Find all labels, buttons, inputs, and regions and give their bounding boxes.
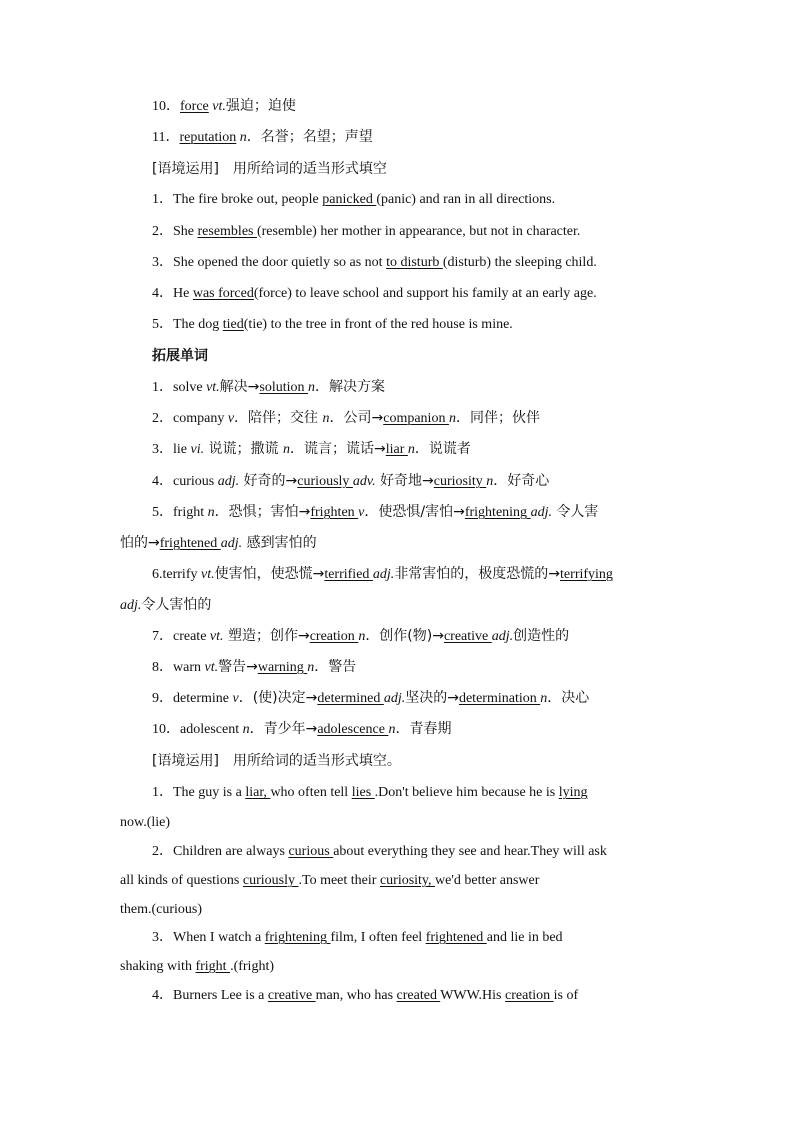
answer-blank: reputation [179,130,237,145]
answer-blank: curiously [297,474,353,489]
text-line [152,471,549,492]
text-segment: man, who has [315,988,397,1003]
text-line [152,96,296,117]
text-segment: vt. [206,380,220,395]
text-segment: ．创作(物)→ [365,628,444,644]
text-segment: 10． [152,99,180,114]
text-line [152,159,387,180]
text-segment: 3．She opened the door quietly so as not [152,255,387,270]
text-segment: 4．Burners Lee is a [152,988,268,1003]
text-segment: adj. [383,691,406,706]
text-segment: ．青少年→ [249,721,318,737]
answer-blank: adolescence [317,722,389,737]
answer-blank: curious [288,844,334,859]
text-segment: adj. [220,536,243,551]
text-segment: them.(curious) [120,902,203,917]
text-segment: .To meet their [298,873,380,888]
text-segment: n [540,691,548,706]
text-segment: 塑造；创作→ [223,628,310,644]
text-line [152,439,471,460]
text-segment: 5．fright [152,505,208,520]
text-segment: adj. [491,629,514,644]
answer-blank: lies [351,785,375,800]
text-segment: (resemble) her mother in appearance, but not in character. [256,224,581,239]
text-line [152,408,540,429]
text-segment: v [358,505,365,520]
text-segment: about everything they see and hear.They will ask [333,844,607,859]
text-line [152,346,208,367]
text-segment: n [242,722,250,737]
text-segment: adj. [372,567,395,582]
text-segment: WWW.His [440,988,506,1003]
answer-blank: fright [195,959,231,974]
text-segment: vt. [208,99,226,114]
text-segment: 令人害 [551,504,599,520]
text-segment: 1．The guy is a [152,785,246,800]
text-segment: 10．adolescent [152,722,243,737]
text-segment: 2．She [152,224,198,239]
text-line [152,783,588,803]
text-segment: n [236,130,247,145]
answer-blank: terrified [324,567,373,582]
text-segment: 6.terrify [152,567,201,582]
text-line [152,657,356,678]
answer-blank: curiously [242,873,299,888]
text-segment: 9．determine [152,691,233,706]
text-line [152,928,563,948]
text-segment: ．陪伴；交往 [234,410,323,426]
text-segment: n [407,442,415,457]
text-segment: ．恐惧；害怕→ [214,504,311,520]
text-segment: 感到害怕的 [242,535,317,551]
text-segment: 4．He [152,286,193,301]
text-segment: v [227,411,235,426]
text-segment: n [283,442,291,457]
answer-blank: created [396,988,441,1003]
text-line [152,751,401,772]
text-line [152,284,597,304]
answer-blank: frighten [310,505,359,520]
text-line [152,222,580,242]
text-line [152,315,513,335]
text-segment: ．公司→ [329,410,384,426]
answer-blank: creation [309,629,359,644]
text-segment: 8．warn [152,660,205,675]
text-segment: ．决心 [547,690,590,706]
text-segment: 3．lie [152,442,191,457]
text-line [120,900,202,920]
text-segment: ．警告 [314,659,357,675]
text-segment: ．名誉；名望；声望 [246,129,373,145]
text-segment: vt. [209,629,224,644]
text-segment: [语境运用] 用所给词的适当形式填空 [152,161,387,177]
text-segment: adj. [120,598,142,613]
answer-blank: liar [385,442,408,457]
text-segment: 非常害怕的，极度恐慌的→ [394,566,561,582]
text-segment: (panic) and ran in all directions. [376,192,556,207]
text-line [152,688,589,709]
text-line [152,253,597,273]
answer-blank: resembles [197,224,257,239]
text-segment: adv. [352,474,376,489]
text-line [120,871,539,891]
text-segment: [语境运用] 用所给词的适当形式填空。 [152,753,401,769]
answer-blank: creative [267,988,316,1003]
text-segment: 11． [152,130,180,145]
text-line [152,377,385,398]
text-segment: ．青春期 [395,721,452,737]
answer-blank: to disturb [386,255,443,270]
text-line [152,502,598,523]
answer-blank: solution [259,380,309,395]
text-line [120,533,317,554]
text-line [152,719,451,740]
text-segment: n [207,505,215,520]
text-line [152,127,373,148]
text-segment: vi. [190,442,205,457]
text-segment: ．同伴；伙伴 [455,410,540,426]
text-segment: 坚决的→ [405,690,459,706]
text-line [120,595,211,616]
text-segment: ．解决方案 [315,379,386,395]
text-segment: who often tell [270,785,352,800]
text-line [152,626,569,647]
answer-blank: creation [505,988,554,1003]
answer-blank: panicked [322,192,377,207]
text-line [152,842,607,862]
text-segment: ．(使)决定→ [238,690,318,706]
answer-blank: force [180,99,209,114]
text-segment: vt. [200,567,215,582]
answer-blank: curiosity [433,474,487,489]
text-segment: n [308,380,316,395]
text-segment: n [486,474,494,489]
text-segment: 怕的→ [120,535,160,551]
text-segment: (disturb) the sleeping child. [442,255,597,270]
text-line [152,986,578,1006]
text-segment: n [322,411,330,426]
text-segment: v [232,691,239,706]
answer-blank: was forced [192,286,254,301]
text-segment: ．谎言；谎话→ [290,441,386,457]
text-segment: 解决→ [219,379,260,395]
text-segment: adj. [530,505,552,520]
text-segment: ．说谎者 [414,441,471,457]
text-segment: ．使恐惧/害怕→ [364,504,465,520]
text-segment: n [388,722,396,737]
text-segment: 5．The dog [152,317,223,332]
text-segment: .Don't believe him because he is [374,785,559,800]
text-segment: shaking with [120,959,196,974]
text-segment: 警告→ [218,659,258,675]
text-segment: ．好奇心 [493,473,550,489]
answer-blank: frightened [425,930,487,945]
answer-blank: lying [558,785,588,800]
text-segment: 2．Children are always [152,844,289,859]
answer-blank: warning [257,660,308,675]
answer-blank: tied [222,317,244,332]
text-line [120,957,274,977]
answer-blank: determination [458,691,541,706]
text-segment: 好奇地→ [375,473,434,489]
text-segment: 好奇的→ [239,473,298,489]
text-segment: film, I often feel [330,930,426,945]
answer-blank: creative [443,629,492,644]
answer-blank: terrifying [560,567,613,582]
text-segment: 创造性的 [513,628,570,644]
answer-blank: frightening [264,930,331,945]
text-segment: now.(lie) [120,815,171,830]
text-line [152,190,555,210]
text-segment: .(fright) [230,959,274,974]
answer-blank: determined [317,691,384,706]
text-segment: vt. [204,660,219,675]
text-segment: all kinds of questions [120,873,243,888]
text-line [120,813,170,833]
text-segment: and lie in bed [486,930,563,945]
text-segment: (tie) to the tree in front of the red house is mine. [243,317,513,332]
text-segment: 说谎；撒谎 [204,441,284,457]
text-segment: 拓展单词 [152,348,208,364]
answer-blank: companion [383,411,449,426]
answer-blank: frightening [464,505,531,520]
text-segment: 强迫；迫使 [225,98,296,114]
text-segment: 令人害怕的 [141,597,212,613]
text-segment: 使害怕，使恐慌→ [214,566,325,582]
text-line [152,564,613,585]
text-segment: 1．solve [152,380,207,395]
answer-blank: liar, [245,785,271,800]
text-segment: 3．When I watch a [152,930,265,945]
text-segment: 2．company [152,411,228,426]
text-segment: (force) to leave school and support his family at an early age. [253,286,597,301]
text-segment: 1．The fire broke out, people [152,192,323,207]
text-segment: 4．curious [152,474,218,489]
answer-blank: curiosity, [379,873,436,888]
text-segment: 7．create [152,629,210,644]
text-segment: we'd better answer [435,873,540,888]
text-segment: is of [553,988,579,1003]
text-segment: adj. [217,474,240,489]
answer-blank: frightened [159,536,221,551]
text-segment: n [358,629,366,644]
text-segment: n [448,411,456,426]
text-segment: n [307,660,315,675]
